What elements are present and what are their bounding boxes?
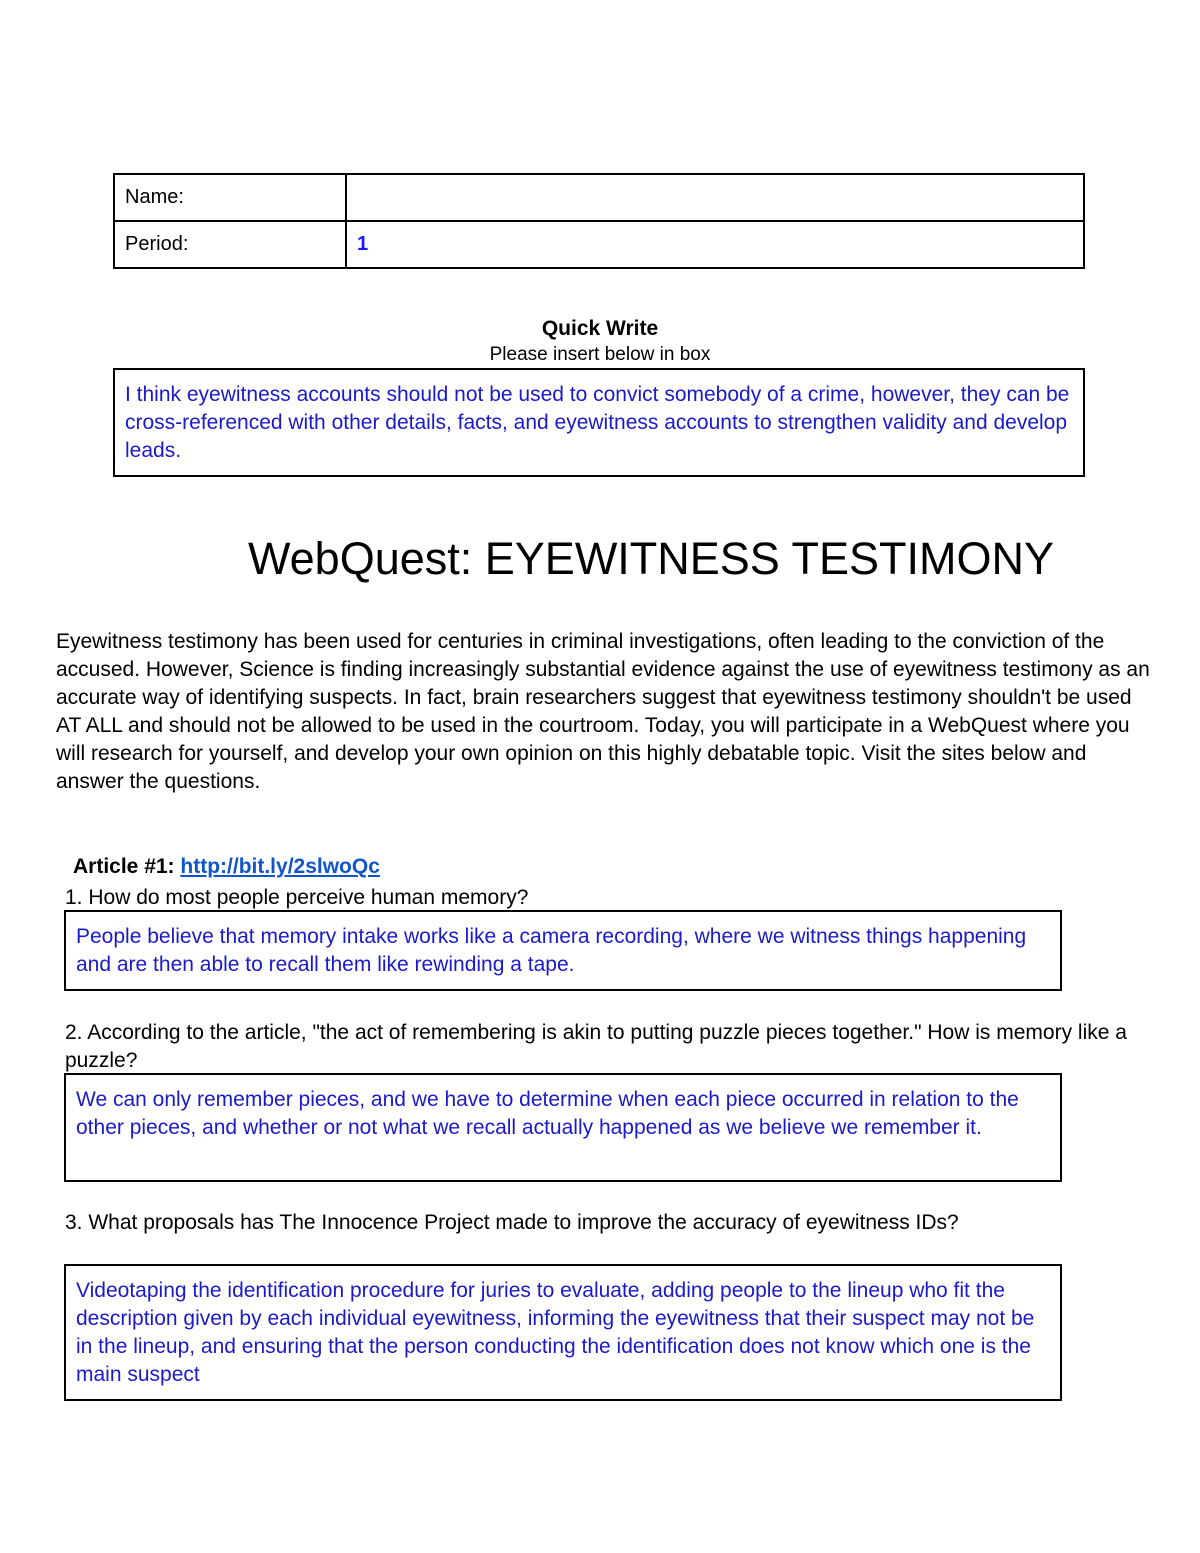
period-row — [114, 221, 1084, 268]
intro-paragraph: Eyewitness testimony has been used for centuries in criminal investigations, often leading to the conviction of the accused. However, Science is finding increasingly substantial evidence against the use of eyewitness testimony as an accurate way of identifying suspects. In fact, brain researchers suggest that eyewitness testimony shouldn't be used AT ALL and should not be allowed to be used in the courtroom. Today, you will participate in a WebQuest where you will research for yourself, and develop your own opinion on this highly debatable topic. Visit the sites below and answer the questions. — [56, 630, 1150, 793]
question-2: 2. According to the article, "the act of remembering is akin to putting puzzle pieces together." How is memory like a puzzle? — [65, 1021, 1127, 1072]
question-1: 1. How do most people perceive human memory? — [65, 886, 529, 909]
question-3: 3. What proposals has The Innocence Project made to improve the accuracy of eyewitness IDs? — [65, 1211, 959, 1234]
article-label: Article #1: — [73, 855, 175, 878]
student-info-table — [113, 173, 1085, 269]
period-field[interactable]: 1 — [346, 221, 1084, 268]
answer-box-3[interactable]: Videotaping the identification procedure for juries to evaluate, adding people to the lineup who fit the description given by each individual eyewitness, informing the eyewitness that their suspect may not be in the lineup, and ensuring that the person conducting the identification does not know which one is the main suspect — [64, 1264, 1062, 1401]
name-field[interactable] — [346, 174, 1084, 221]
page-title: WebQuest: EYEWITNESS TESTIMONY — [248, 533, 1055, 584]
quick-write-instructions: Please insert below in box — [489, 344, 711, 365]
article-heading — [73, 855, 380, 879]
name-label: Name: — [114, 174, 346, 221]
name-row — [114, 174, 1084, 221]
quick-write-answer-box[interactable]: I think eyewitness accounts should not be used to convict somebody of a crime, however, they can be cross-referenced with other details, facts, and eyewitness accounts to strengthen validity and develop leads. — [113, 368, 1085, 477]
article-link[interactable]: http://bit.ly/2slwoQc — [180, 855, 380, 878]
period-label: Period: — [114, 221, 346, 268]
quick-write-title: Quick Write — [541, 317, 659, 340]
answer-box-2[interactable]: We can only remember pieces, and we have to determine when each piece occurred in relation to the other pieces, and whether or not what we recall actually happened as we believe we remember it. — [64, 1073, 1062, 1182]
answer-box-1[interactable]: People believe that memory intake works like a camera recording, where we witness things happening and are then able to recall them like rewinding a tape. — [64, 910, 1062, 991]
